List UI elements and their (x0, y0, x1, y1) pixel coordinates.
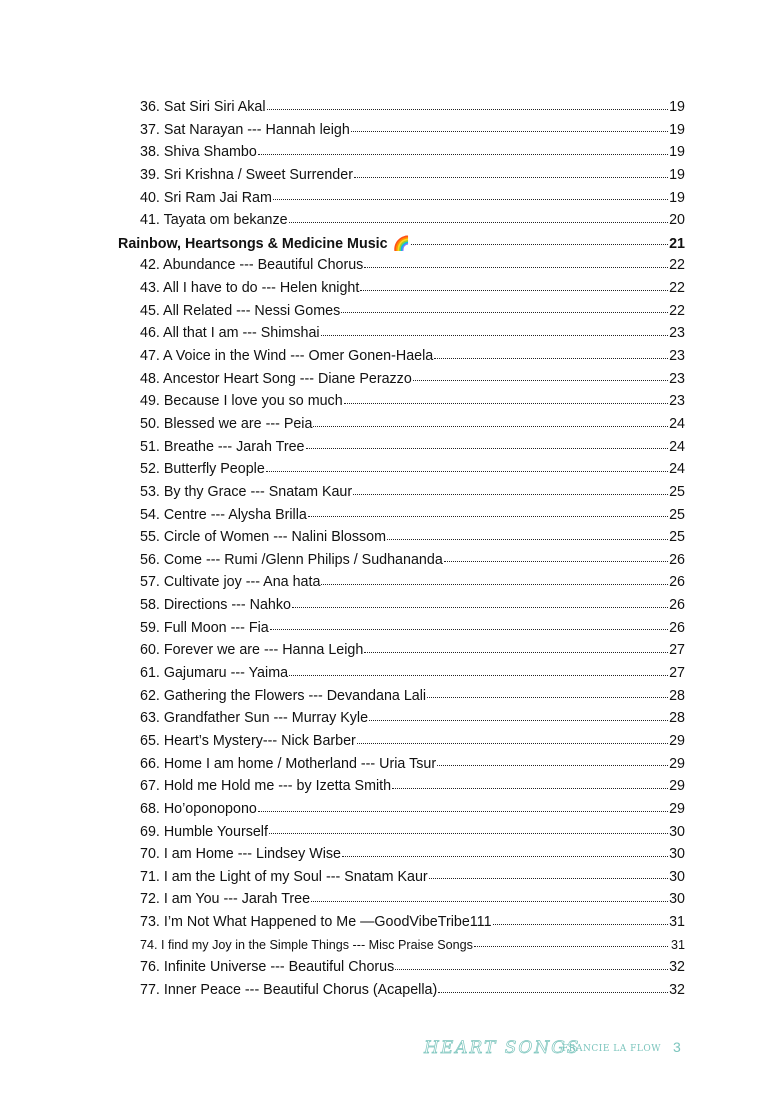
toc-entry-title: 72. I am You --- Jarah Tree (140, 891, 311, 908)
toc-entry-page: 23 (669, 348, 685, 365)
dot-leader (344, 402, 668, 404)
dot-leader (364, 266, 668, 268)
toc-entry-page: 24 (669, 438, 685, 455)
toc-entry-title: 49. Because I love you so much (140, 393, 343, 410)
dot-leader (413, 379, 668, 381)
toc-entry-page: 22 (669, 280, 685, 297)
toc-entry-page: 24 (669, 415, 685, 432)
toc-entry[interactable] (118, 639, 685, 662)
toc-entry-title: 42. Abundance --- Beautiful Chorus (140, 257, 364, 274)
dot-leader (321, 334, 668, 336)
dot-leader (354, 176, 668, 178)
toc-entry-title: 54. Centre --- Alysha Brilla (140, 506, 307, 523)
dot-leader (289, 674, 668, 676)
toc-entry-title: 71. I am the Light of my Soul --- Snatam Kaur (140, 868, 428, 885)
footer-brand-logo: HEART SONGS (424, 1038, 581, 1058)
toc-entry-page: 23 (669, 370, 685, 387)
toc-entry[interactable] (118, 911, 685, 934)
toc-entry-title: Rainbow, Heartsongs & Medicine Music (118, 235, 388, 252)
toc-entry[interactable] (118, 888, 685, 911)
toc-entry-page: 22 (669, 257, 685, 274)
dot-leader (437, 764, 668, 766)
dot-leader (427, 696, 668, 698)
toc-entry[interactable] (118, 526, 685, 549)
toc-entry-page: 29 (669, 800, 685, 817)
toc-entry-page: 20 (669, 212, 685, 229)
toc-entry-page: 25 (669, 506, 685, 523)
toc-entry-page: 19 (669, 166, 685, 183)
dot-leader (273, 198, 668, 200)
dot-leader (258, 810, 668, 812)
toc-entry[interactable] (118, 209, 685, 232)
toc-entry-title: 61. Gajumaru --- Yaima (140, 665, 289, 682)
dot-leader (311, 900, 668, 902)
toc-entry[interactable] (118, 413, 685, 436)
toc-entry-title: 68. Ho’oponopono (140, 800, 257, 817)
dot-leader (269, 832, 668, 834)
dot-leader (267, 108, 668, 110)
toc-section-heading[interactable] (118, 232, 685, 255)
toc-entry[interactable] (118, 436, 685, 459)
dot-leader (341, 311, 668, 313)
toc-entry[interactable] (118, 843, 685, 866)
toc-entry-page: 23 (669, 393, 685, 410)
toc-entry[interactable] (118, 187, 685, 210)
toc-entry-title: 52. Butterfly People (140, 461, 265, 478)
toc-entry-title: 48. Ancestor Heart Song --- Diane Perazzo (140, 370, 412, 387)
footer-author: FRANCIE LA FLOW (562, 1044, 661, 1054)
toc-entry[interactable] (118, 617, 685, 640)
toc-entry-title: 41. Tayata om bekanze (140, 212, 288, 229)
toc-entry-title: 58. Directions --- Nahko (140, 597, 291, 614)
toc-entry-title: 56. Come --- Rumi /Glenn Philips / Sudhananda (140, 551, 443, 568)
toc-entry-title: 77. Inner Peace --- Beautiful Chorus (Acapella) (140, 981, 438, 998)
toc-entry-title: 40. Sri Ram Jai Ram (140, 189, 272, 206)
toc-entry-page: 29 (669, 732, 685, 749)
toc-entry[interactable] (118, 979, 685, 1002)
dot-leader (353, 493, 668, 495)
toc-entry[interactable] (118, 390, 685, 413)
toc-entry[interactable] (118, 685, 685, 708)
toc-entry-page: 31 (670, 937, 685, 952)
dot-leader (444, 560, 668, 562)
toc-entry[interactable] (118, 594, 685, 617)
page-footer (0, 1036, 779, 1062)
dot-leader (308, 515, 668, 517)
toc-entry-title: 51. Breathe --- Jarah Tree (140, 438, 305, 455)
dot-leader (357, 742, 668, 744)
toc-entry-page: 26 (669, 551, 685, 568)
toc-entry-page: 19 (669, 144, 685, 161)
toc-entry-title: 45. All Related --- Nessi Gomes (140, 302, 341, 319)
toc-entry[interactable] (118, 322, 685, 345)
toc-entry[interactable] (118, 821, 685, 844)
toc-entry[interactable] (118, 775, 685, 798)
dot-leader (258, 153, 668, 155)
dot-leader (321, 583, 668, 585)
toc-entry-page: 28 (669, 710, 685, 727)
dot-leader (360, 289, 668, 291)
dot-leader (292, 606, 668, 608)
toc-entry-title: 50. Blessed we are --- Peia (140, 415, 313, 432)
toc-entry[interactable] (118, 164, 685, 187)
toc-entry-title: 60. Forever we are --- Hanna Leigh (140, 642, 364, 659)
toc-entry[interactable] (118, 753, 685, 776)
toc-entry-title: 74. I find my Joy in the Simple Things --- Misc Praise Songs (140, 937, 473, 952)
dot-leader (270, 628, 668, 630)
toc-entry-page: 32 (669, 981, 685, 998)
toc-entry[interactable] (118, 934, 685, 957)
toc-entry-title: 65. Heart’s Mystery--- Nick Barber (140, 732, 356, 749)
toc-entry-page: 27 (669, 642, 685, 659)
dot-leader (411, 243, 668, 245)
toc-entry[interactable] (118, 571, 685, 594)
toc-entry-title: 57. Cultivate joy --- Ana hata (140, 574, 321, 591)
toc-entry-page: 30 (669, 891, 685, 908)
toc-entry[interactable] (118, 662, 685, 685)
toc-entry-page: 23 (669, 325, 685, 342)
dot-leader (493, 923, 668, 925)
toc-entry-page: 30 (669, 823, 685, 840)
toc-entry[interactable] (118, 96, 685, 119)
rainbow-icon: 🌈 (392, 234, 411, 251)
toc-entry-page: 25 (669, 529, 685, 546)
toc-entry-title: 55. Circle of Women --- Nalini Blossom (140, 529, 387, 546)
toc-entry-title: 47. A Voice in the Wind --- Omer Gonen-Haela (140, 348, 434, 365)
toc-entry-page: 19 (669, 99, 685, 115)
toc-entry-title: 59. Full Moon --- Fia (140, 619, 269, 636)
toc-entry-page: 32 (669, 959, 685, 976)
toc-entry-page: 25 (669, 483, 685, 500)
toc-entry-title: 76. Infinite Universe --- Beautiful Chorus (140, 959, 395, 976)
dot-leader (342, 855, 668, 857)
toc-entry-page: 26 (669, 574, 685, 591)
toc-entry[interactable] (118, 707, 685, 730)
toc-entry-page: 29 (669, 778, 685, 795)
toc-entry[interactable] (118, 300, 685, 323)
toc-entry-page: 21 (669, 235, 685, 252)
toc-entry[interactable] (118, 956, 685, 979)
dot-leader (429, 877, 668, 879)
toc-entry-page: 27 (669, 665, 685, 682)
toc-entry-title: 73. I’m Not What Happened to Me —GoodVibeTribe111 (140, 914, 492, 931)
toc-entry-page: 24 (669, 461, 685, 478)
toc-entry[interactable] (118, 277, 685, 300)
toc-entry[interactable] (118, 119, 685, 142)
toc-entry-title: 38. Shiva Shambo (140, 144, 257, 161)
toc-entry-page: 19 (669, 189, 685, 206)
toc-entry-title: 46. All that I am --- Shimshai (140, 325, 320, 342)
toc-entry[interactable] (118, 730, 685, 753)
dot-leader (474, 945, 668, 947)
dot-leader (313, 425, 668, 427)
toc-entry-page: 29 (669, 755, 685, 772)
toc-entry-page: 26 (669, 597, 685, 614)
toc-entry[interactable] (118, 481, 685, 504)
toc-entry-title: 36. Sat Siri Siri Akal (140, 99, 266, 115)
table-of-contents (118, 96, 685, 1002)
toc-entry[interactable] (118, 458, 685, 481)
toc-entry-title: 67. Hold me Hold me --- by Izetta Smith (140, 778, 392, 795)
dot-leader (351, 130, 668, 132)
toc-entry-title: 53. By thy Grace --- Snatam Kaur (140, 483, 353, 500)
dot-leader (306, 447, 669, 449)
toc-entry-page: 19 (669, 121, 685, 138)
toc-entry-title: 63. Grandfather Sun --- Murray Kyle (140, 710, 369, 727)
toc-entry-page: 30 (669, 846, 685, 863)
toc-entry-page: 22 (669, 302, 685, 319)
toc-entry-title: 62. Gathering the Flowers --- Devandana Lali (140, 687, 427, 704)
dot-leader (289, 221, 668, 223)
toc-entry-title: 39. Sri Krishna / Sweet Surrender (140, 166, 353, 183)
toc-entry[interactable] (118, 549, 685, 572)
toc-entry-page: 26 (669, 619, 685, 636)
toc-entry[interactable] (118, 866, 685, 889)
toc-entry-page: 31 (669, 914, 685, 931)
toc-entry[interactable] (118, 504, 685, 527)
toc-entry[interactable] (118, 798, 685, 821)
toc-entry[interactable] (118, 141, 685, 164)
toc-entry-title: 70. I am Home --- Lindsey Wise (140, 846, 342, 863)
dot-leader (266, 470, 668, 472)
toc-entry-page: 30 (669, 868, 685, 885)
toc-entry[interactable] (118, 368, 685, 391)
dot-leader (369, 719, 668, 721)
toc-entry-title: 43. All I have to do --- Helen knight (140, 280, 360, 297)
toc-entry[interactable] (118, 345, 685, 368)
page-number: 3 (673, 1039, 681, 1055)
toc-entry[interactable] (118, 254, 685, 277)
toc-entry-title: 69. Humble Yourself (140, 823, 268, 840)
dot-leader (387, 538, 668, 540)
dot-leader (392, 787, 668, 789)
dot-leader (434, 357, 668, 359)
toc-entry-title: 66. Home I am home / Motherland --- Uria Tsur (140, 755, 437, 772)
toc-entry-title: 37. Sat Narayan --- Hannah leigh (140, 121, 350, 138)
dot-leader (395, 968, 668, 970)
dot-leader (364, 651, 668, 653)
toc-entry-page: 28 (669, 687, 685, 704)
dot-leader (438, 991, 668, 993)
